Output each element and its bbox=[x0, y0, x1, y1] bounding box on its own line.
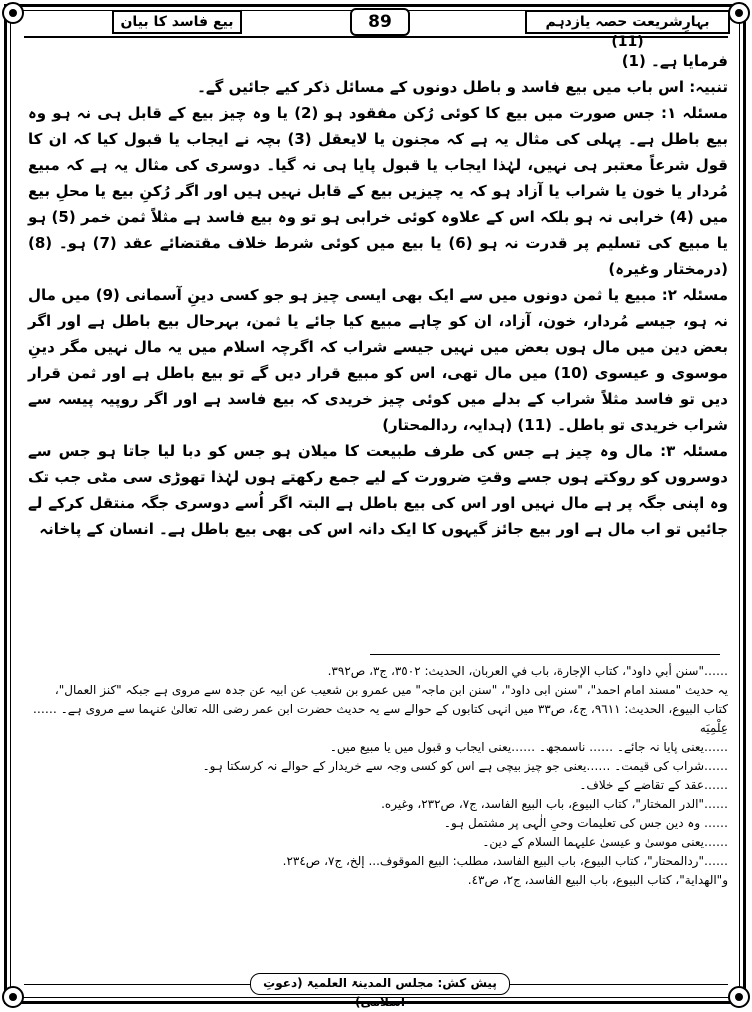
footer-rule-right bbox=[510, 984, 728, 985]
publisher-footer: پیش کش: مجلس المدینۃ العلمیۃ (دعوتِ اسلامی) bbox=[250, 973, 510, 995]
paragraph-intro: فرمایا ہے۔ (1) bbox=[621, 52, 728, 70]
paragraph-note: تنبیہ: اس باب میں بیع فاسد و باطل دونوں کے مسائل ذکر کیے جائیں گے۔ bbox=[197, 78, 728, 96]
page-header bbox=[22, 8, 730, 50]
header-rule bbox=[24, 36, 728, 38]
paragraph-masala-2: مسئلہ ۲: مبیع یا ثمن دونوں میں سے ایک بھی ایسی چیز ہو جو کسی دینِ آسمانی (9) میں مال نہ ہو، جیسے مُردار، خون، آزاد، ان کو چاہے مبیع کیا جائے یا ثمن، بہرحال بیع باطل ہے اور اگر بعض دین میں مال ہوں بعض میں نہیں جیسے شراب کہ اگرچہ اسلام میں یہ مال نہیں مگر دینِ موسوی و عیسوی (10) میں مال تھی، اس کو مبیع قرار دیں گے تو بیع باطل ہے اور ثمن قرار دیں تو فاسد مثلاً شراب کے بدلے میں کوئی چیز خریدی کہ بیع فاسد ہے اور اگر روپیہ پیسہ سے شراب خریدی تو باطل۔ (11) (ہدایہ، ردالمحتار) bbox=[28, 286, 728, 434]
corner-ornament-top-left bbox=[2, 2, 24, 24]
chapter-title: بیع فاسد کا بیان bbox=[112, 10, 242, 34]
footnote: یہ حدیث "مسند امام احمد"، "سنن ابی داود"، "سنن ابن ماجہ" میں عمرو بن شعیب عن ابیہ عن جدہ سے مروی ہے جبکہ "كنز العمال"، كتاب البيوع، الحديث: ٩٦١١، ج٤، ص٣٣ میں انہی کتابوں کے حوالے سے یہ حدیث حضرت ابن عمر رضی اللہ تعالیٰ عنہما سے مروی ہے۔ ……عِلْمِیَه bbox=[32, 683, 728, 735]
footnote: و"الهداية"، كتاب البيوع، باب البيع الفاسد، ج٢، ص٤٣. bbox=[467, 873, 728, 887]
main-text bbox=[28, 48, 728, 542]
page-number: 89 bbox=[350, 8, 410, 36]
footnotes bbox=[28, 662, 728, 890]
book-title: بہارِشریعت حصہ یازدہم (11) bbox=[525, 10, 730, 34]
footnote: ……"ردالمحتار"، كتاب البيوع، باب البيع الفاسد، مطلب: البيع الموقوف... إلخ، ج٧، ص٢٣٤. bbox=[282, 854, 728, 868]
footnote-divider bbox=[370, 654, 720, 655]
footnote: ……شراب کی قیمت۔ ……یعنی جو چیز بیچی ہے اس کو کسی وجہ سے خریدار کے حوالے نہ کرسکتا ہو۔ bbox=[202, 759, 728, 773]
footnote: ……"الدر المختار"، كتاب البيوع، باب البيع الفاسد، ج٧، ص٢٣٢، وغيره. bbox=[381, 797, 728, 811]
paragraph-masala-3: مسئلہ ۳: مال وہ چیز ہے جس کی طرف طبیعت کا میلان ہو جس کو دبا لیا جاتا ہو جس سے دوسروں کو روکتے ہوں جسے وقتِ ضرورت کے لیے جمع رکھتے ہوں لہٰذا تھوڑی سی مٹی جب تک وہ اپنی جگہ پر ہے مال نہیں اور اس کی بیع باطل ہے البتہ اگر اُسے دوسری جگہ منتقل کرکے لے جائیں تو اب مال ہے اور بیع جائز گیہوں کا ایک دانہ اس کی بھی بیع باطل ہے۔ انسان کے پاخانہ bbox=[28, 442, 729, 538]
footnote: ……یعنی پایا نہ جائے۔ …… ناسمجھ۔ ……یعنی ایجاب و قبول میں یا مبیع میں۔ bbox=[329, 740, 728, 754]
corner-ornament-bottom-left bbox=[2, 986, 24, 1008]
footnote: …… وہ دین جس کی تعلیمات وحیِ الٰہی پر مشتمل ہو۔ bbox=[443, 816, 728, 830]
footer-rule-left bbox=[24, 984, 250, 985]
footnote: ……"سنن أبي داود"، كتاب الإجارة، باب في العربان، الحديث: ٣٥٠٢، ج٣، ص٣٩٢. bbox=[327, 664, 728, 678]
paragraph-masala-1: مسئلہ ۱: جس صورت میں بیع کا کوئی رُکن مفقود ہو (2) یا وہ چیز بیع کے قابل ہی نہ ہو وہ بیع باطل ہے۔ پہلی کی مثال یہ ہے کہ مجنون یا لایعقل (3) بچہ نے ایجاب یا قبول کیا کہ ان کا قول شرعاً معتبر ہی نہیں، لہٰذا ایجاب یا قبول پایا ہی نہ گیا۔ دوسری کی مثال یہ ہے کہ مبیع مُردار یا خون یا شراب یا آزاد ہو کہ یہ چیزیں بیع کے قابل نہیں ہیں اور اگر رُکنِ بیع یا محلِ بیع میں (4) خرابی نہ ہو بلکہ اس کے علاوہ کوئی خرابی ہو تو وہ بیع فاسد ہے مثلاً ثمن خمر (5) ہو یا مبیع کی تسلیم پر قدرت نہ ہو (6) یا بیع میں کوئی شرط خلاف مقتضائے عقد (7) ہو۔ (8) (درمختار وغیرہ) bbox=[28, 104, 728, 278]
corner-ornament-bottom-right bbox=[728, 986, 750, 1008]
footnote: ……عقد کے تقاضے کے خلاف۔ bbox=[579, 778, 728, 792]
footnote: ……یعنی موسیٰ و عیسیٰ علیہما السلام کے دین۔ bbox=[482, 835, 728, 849]
corner-ornament-top-right bbox=[728, 2, 750, 24]
